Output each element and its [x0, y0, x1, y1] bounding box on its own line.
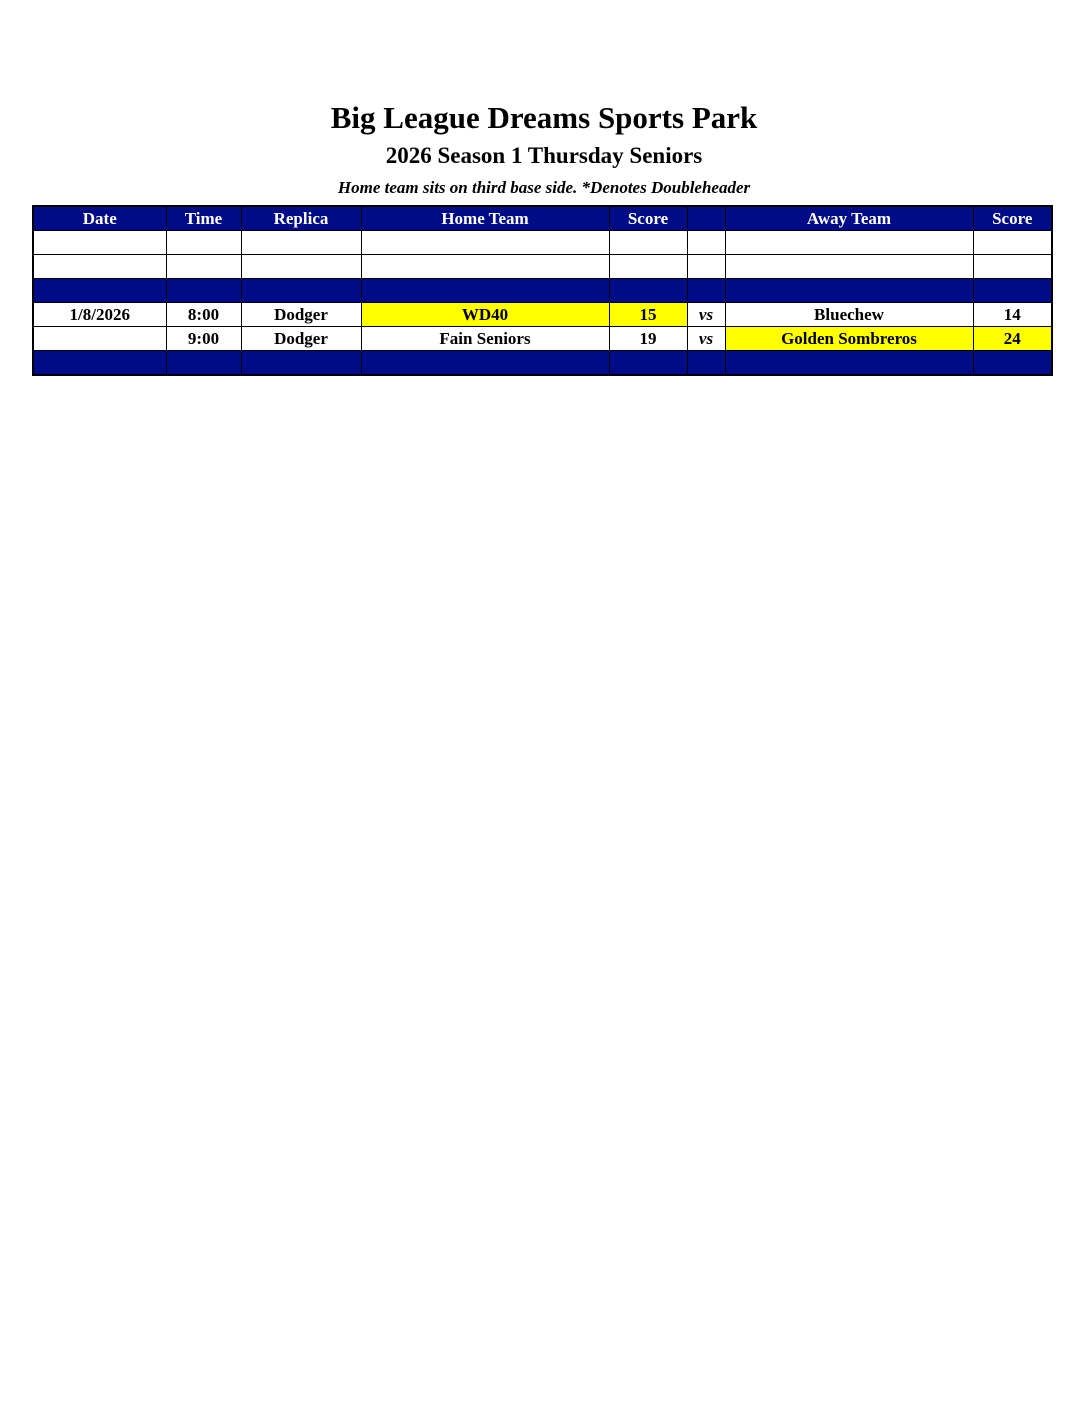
away-score: 14 — [973, 303, 1052, 327]
empty-cell — [725, 231, 973, 255]
home-score: 19 — [609, 327, 687, 351]
away-team-winner: Golden Sombreros — [725, 327, 973, 351]
doubleheader-note: Home team sits on third base side. *Denotes Doubleheader — [337, 178, 751, 197]
separator-cell — [33, 279, 166, 303]
game-date — [33, 327, 166, 351]
separator-cell — [33, 351, 166, 376]
separator-cell — [361, 351, 609, 376]
empty-cell — [361, 255, 609, 279]
column-header-away-team: Away Team — [725, 206, 973, 231]
empty-cell — [33, 231, 166, 255]
game-replica: Dodger — [241, 327, 361, 351]
empty-cell — [687, 231, 725, 255]
column-header-away-score: Score — [973, 206, 1052, 231]
separator-cell — [973, 351, 1052, 376]
table-header-row — [33, 206, 1052, 231]
column-header-home-team: Home Team — [361, 206, 609, 231]
column-header-replica: Replica — [241, 206, 361, 231]
versus-label: vs — [687, 327, 725, 351]
away-score-winner: 24 — [973, 327, 1052, 351]
page-subtitle: 2026 Season 1 Thursday Seniors — [385, 143, 703, 168]
empty-cell — [33, 255, 166, 279]
page-title: Big League Dreams Sports Park — [330, 100, 758, 135]
game-row — [33, 327, 1052, 351]
home-score-winner: 15 — [609, 303, 687, 327]
game-date: 1/8/2026 — [33, 303, 166, 327]
empty-cell — [687, 255, 725, 279]
schedule-table — [32, 205, 1053, 376]
home-team-winner: WD40 — [361, 303, 609, 327]
home-team: Fain Seniors — [361, 327, 609, 351]
separator-cell — [973, 279, 1052, 303]
separator-cell — [687, 279, 725, 303]
separator-cell — [609, 279, 687, 303]
separator-cell — [609, 351, 687, 376]
column-header-vs — [687, 206, 725, 231]
separator-cell — [687, 351, 725, 376]
empty-cell — [241, 255, 361, 279]
empty-row — [33, 255, 1052, 279]
empty-cell — [241, 231, 361, 255]
separator-row — [33, 279, 1052, 303]
empty-cell — [166, 231, 241, 255]
game-row — [33, 303, 1052, 327]
empty-cell — [725, 255, 973, 279]
versus-label: vs — [687, 303, 725, 327]
empty-cell — [973, 255, 1052, 279]
separator-cell — [241, 279, 361, 303]
empty-cell — [973, 231, 1052, 255]
separator-cell — [241, 351, 361, 376]
separator-cell — [166, 351, 241, 376]
game-time: 9:00 — [166, 327, 241, 351]
game-replica: Dodger — [241, 303, 361, 327]
column-header-date: Date — [33, 206, 166, 231]
empty-cell — [609, 255, 687, 279]
column-header-home-score: Score — [609, 206, 687, 231]
away-team: Bluechew — [725, 303, 973, 327]
empty-row — [33, 231, 1052, 255]
column-header-time: Time — [166, 206, 241, 231]
empty-cell — [166, 255, 241, 279]
separator-cell — [725, 351, 973, 376]
game-time: 8:00 — [166, 303, 241, 327]
empty-cell — [361, 231, 609, 255]
separator-cell — [725, 279, 973, 303]
separator-row — [33, 351, 1052, 376]
separator-cell — [361, 279, 609, 303]
empty-cell — [609, 231, 687, 255]
separator-cell — [166, 279, 241, 303]
